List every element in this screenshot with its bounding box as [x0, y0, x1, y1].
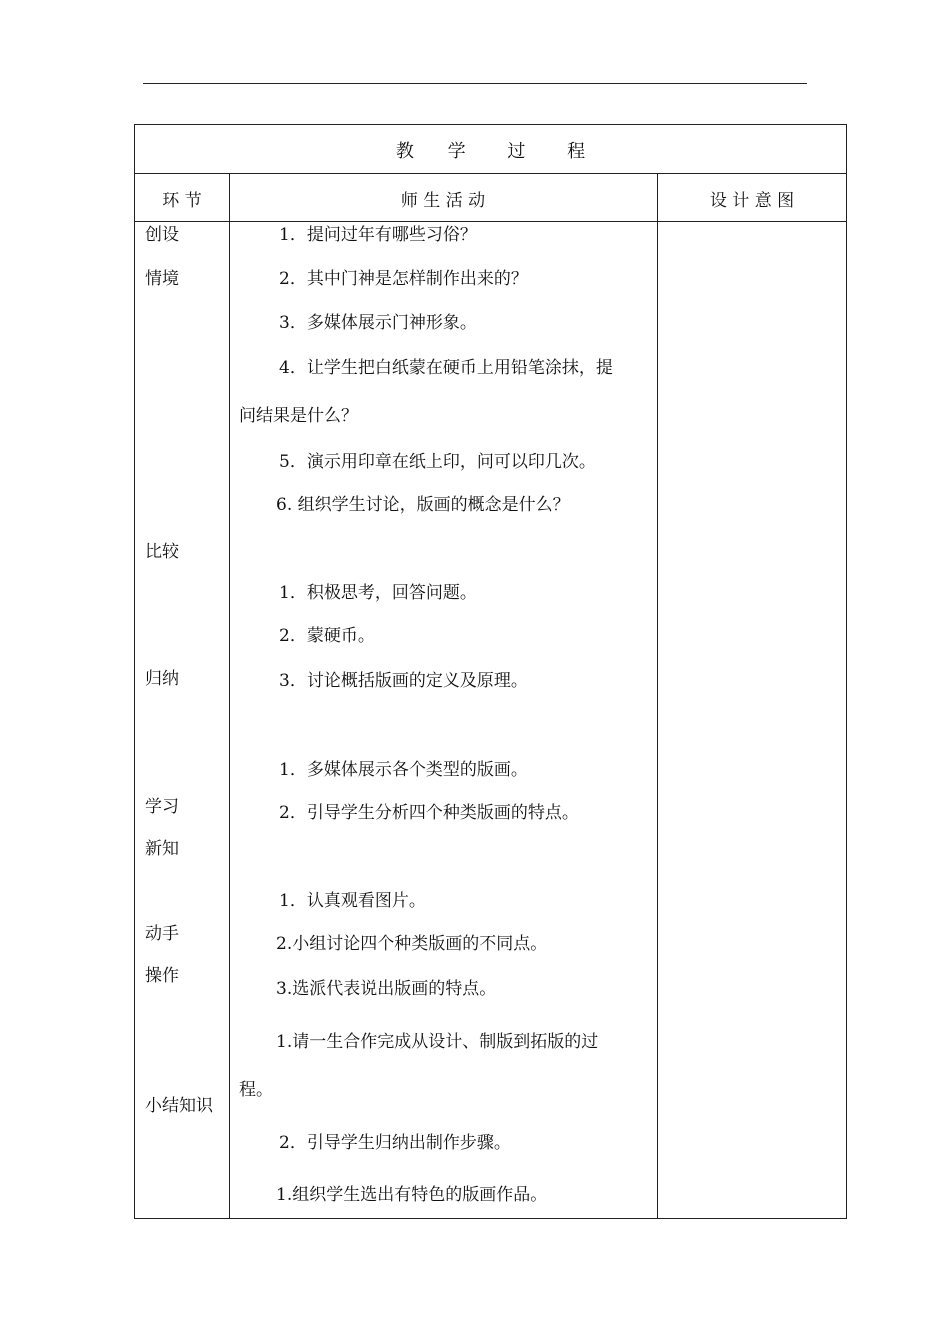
activity-line: 3.选派代表说出版画的特点。 [276, 979, 497, 999]
table-col-divider-2 [657, 173, 658, 1218]
activity-line: 6. 组织学生讨论，版画的概念是什么？ [276, 495, 570, 515]
section-label: 操作 [145, 966, 179, 986]
activity-line: 2．引导学生分析四个种类版画的特点。 [279, 803, 579, 823]
activity-line: 2.小组讨论四个种类版画的不同点。 [276, 934, 548, 954]
section-label: 学习 [145, 797, 179, 817]
activity-line: 4．让学生把白纸蒙在硬币上用铅笔涂抹，提 [279, 358, 613, 378]
table-title [135, 137, 846, 163]
section-label: 新知 [145, 839, 179, 859]
table-title-char: 教 [395, 141, 414, 162]
activity-line: 1．多媒体展示各个类型的版画。 [279, 760, 528, 780]
table-rule-header [135, 221, 846, 222]
activity-line: 1．认真观看图片。 [279, 891, 426, 911]
activity-line: 1.组织学生选出有特色的版画作品。 [276, 1185, 548, 1205]
section-label: 动手 [145, 924, 179, 944]
column-header-intent: 设 计 意 图 [709, 191, 795, 211]
activity-line: 2．其中门神是怎样制作出来的？ [279, 269, 528, 289]
section-label: 小结知识 [145, 1096, 213, 1116]
table-title-char: 过 [507, 141, 526, 162]
table-rule-title [135, 173, 846, 174]
activity-line: 1.请一生合作完成从设计、制版到拓版的过 [276, 1032, 599, 1052]
activity-line: 5．演示用印章在纸上印，问可以印几次。 [279, 452, 596, 472]
table-col-divider-1 [229, 173, 230, 1218]
lesson-process-table [134, 124, 847, 1219]
section-label: 归纳 [145, 669, 179, 689]
table-title-char: 学 [447, 141, 466, 162]
activity-line: 1．积极思考，回答问题。 [279, 583, 477, 603]
section-label: 创设 [145, 225, 179, 245]
column-header-activity: 师 生 活 动 [400, 191, 486, 211]
activity-line: 程。 [239, 1080, 273, 1100]
activity-line: 1．提问过年有哪些习俗？ [279, 225, 477, 245]
activity-line: 问结果是什么？ [239, 406, 358, 426]
activity-line: 2．引导学生归纳出制作步骤。 [279, 1133, 511, 1153]
section-label: 比较 [145, 542, 179, 562]
table-title-char: 程 [567, 141, 586, 162]
activity-line: 2．蒙硬币。 [279, 626, 375, 646]
activity-line: 3．讨论概括版画的定义及原理。 [279, 671, 528, 691]
header-rule [143, 83, 807, 84]
column-header-section: 环 节 [162, 191, 202, 211]
activity-line: 3．多媒体展示门神形象。 [279, 313, 477, 333]
section-label: 情境 [145, 269, 179, 289]
